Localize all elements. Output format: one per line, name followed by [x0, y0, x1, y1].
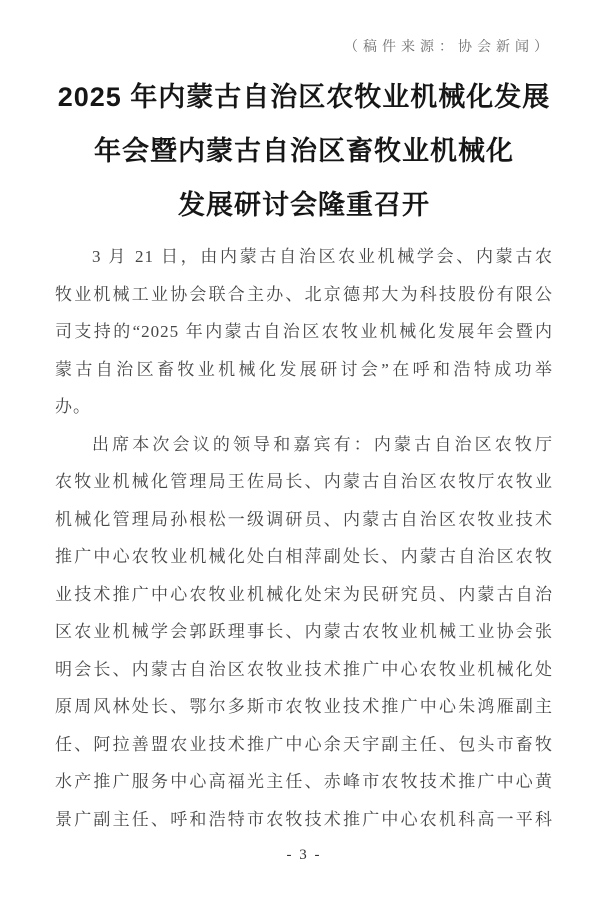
paragraph-2-line: 出席本次会议的领导和嘉宾有：内蒙古自治区农牧厅 [92, 434, 553, 454]
source-note: （稿件来源：协会新闻） [344, 40, 553, 55]
paragraph-2-line: 景广副主任、呼和浩特市农牧技术推广中心农机科高一平科 [55, 809, 553, 829]
paragraph-2-line: 农牧业机械化管理局王佐局长、内蒙古自治区农牧厅农牧业 [55, 472, 553, 491]
paragraph-1-line: 司支持的“2025 年内蒙古自治区农牧业机械化发展年会暨内 [55, 322, 553, 341]
paragraph-2 [55, 426, 553, 839]
paragraph-2-line: 区农业机械学会郭跃理事长、内蒙古农牧业机械工业协会张 [55, 622, 553, 641]
paragraph-1-line: 办。 [55, 397, 91, 416]
paragraph-1 [55, 238, 553, 426]
paragraph-2-line: 任、阿拉善盟农业技术推广中心余天宇副主任、包头市畜牧 [55, 734, 553, 754]
paragraph-1-line: 3 月 21 日，由内蒙古自治区农业机械学会、内蒙古农 [92, 247, 553, 266]
paragraph-1-line: 牧业机械工业协会联合主办、北京德邦大为科技股份有限公 [55, 284, 553, 304]
paragraph-2-line: 业技术推广中心农牧业机械化处宋为民研究员、内蒙古自治 [55, 584, 553, 604]
document-body [55, 238, 553, 838]
document-title [55, 70, 553, 232]
page-number: - 3 - [286, 847, 322, 863]
paragraph-2-line: 机械化管理局孙根松一级调研员、内蒙古自治区农牧业技术 [55, 509, 553, 529]
paragraph-1-line: 蒙古自治区畜牧业机械化发展研讨会”在呼和浩特成功举 [55, 359, 553, 379]
paragraph-2-line: 明会长、内蒙古自治区农牧业技术推广中心农牧业机械化处 [55, 659, 553, 679]
paragraph-2-line: 原周风林处长、鄂尔多斯市农牧业技术推广中心朱鸿雁副主 [55, 697, 553, 716]
title-line-2: 年会暨内蒙古自治区畜牧业机械化 [94, 136, 514, 166]
paragraph-2-line: 推广中心农牧业机械化处白相萍副处长、内蒙古自治区农牧 [55, 547, 553, 566]
paragraph-2-line: 水产推广服务中心高福光主任、赤峰市农牧技术推广中心黄 [55, 772, 553, 791]
title-line-1: 2025 年内蒙古自治区农牧业机械化发展 [57, 82, 551, 112]
title-line-3: 发展研讨会隆重召开 [178, 190, 430, 220]
